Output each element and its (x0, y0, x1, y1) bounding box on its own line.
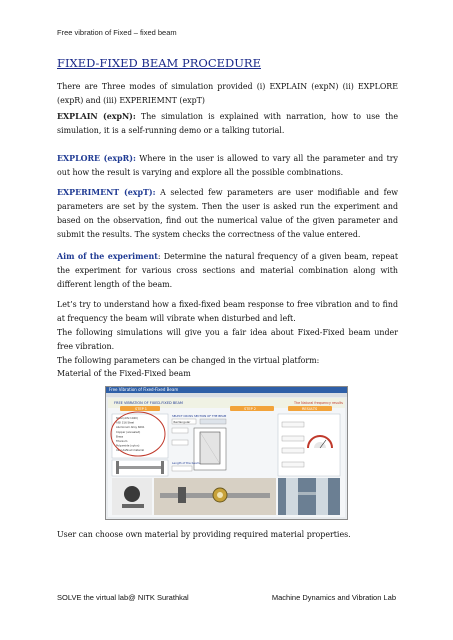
sim-step2: STEP 2 (244, 407, 257, 411)
sim-length-label: Length of the beam (172, 461, 200, 465)
sim-titlebar: Free Vibration of Fixed-Fixed Beam (106, 387, 347, 393)
sim-material-item: AISI 316 Steel (116, 421, 135, 425)
simulation-screenshot (105, 386, 348, 520)
title-rest: PROCEDURE (178, 56, 261, 70)
sim-menubar (106, 393, 347, 397)
sim-ui-drawing (108, 398, 345, 517)
sim-results: RESULTS (302, 407, 318, 411)
sim-panel-title: FREE VIBRATION OF FIXED-FIXED BEAM (114, 401, 183, 405)
aim-paragraph (57, 250, 398, 292)
title-underlined: FIXED-FIXED BEAM (57, 56, 179, 70)
sim-section-value: Rectangular (173, 420, 191, 424)
sim-step1: STEP 1 (135, 407, 148, 411)
explore-text: Where in the user is allowed to vary all the parameter and try out how the result is varying and explore all the possible combinations. (57, 154, 398, 177)
sim-material-item: Steel (AISI 1040) (116, 417, 138, 420)
intro-paragraph: There are Three modes of simulation provided (i) EXPLAIN (expN) (ii) EXPLORE (expR) and (iii) EXPERIEMNT (expT) (57, 82, 398, 105)
sim-material-item: User-defined material (116, 449, 145, 453)
explore-label: EXPLORE (expR): (57, 154, 136, 163)
footer-left: SOLVE the virtual lab@ NITK Surathkal (57, 593, 189, 602)
experiment-label: EXPERIMENT (expT): (57, 188, 156, 197)
explore-paragraph (57, 152, 398, 180)
material-paragraph: Material of the Fixed-Fixed beam (57, 369, 191, 378)
aim-text: : Determine the natural frequency of a given beam, repeat the experiment for various cross sections and material combination along with different length of the beam. (57, 252, 399, 289)
sim-material-item: Copper (annealed) (116, 430, 141, 434)
explain-text: The simulation is explained with narration, how to use the simulation, it is a self-running demo or a talking tutorial. (57, 112, 398, 135)
explain-paragraph (57, 110, 398, 138)
experiment-text: A selected few parameters are user modifiable and few parameters are set by the system. Then the user is asked run the experiment and based on the observation, find out the numerical value of the given parameter and submit the results. The system checks the correctness of the value entered. (57, 188, 398, 239)
caption-paragraph: User can choose own material by providing required material properties. (57, 530, 351, 539)
sim-material-item: Brass (116, 435, 124, 439)
footer-right: Machine Dynamics and Vibration Lab (271, 593, 396, 602)
params-paragraph: The following parameters can be changed in the virtual platform: (57, 356, 320, 365)
understand-paragraph: Let’s try to understand how a fixed-fixed beam response to free vibration and to find at frequency the beam will vibrate when disturbed and left. (57, 300, 398, 323)
explain-label: EXPLAIN (expN): (57, 112, 136, 121)
sim-material-item: Titanium (116, 440, 128, 443)
sim-material-item: Polyamide (nylon) (116, 444, 140, 448)
aim-label: Aim of the experiment (57, 252, 158, 261)
running-header: Free vibration of Fixed – fixed beam (57, 28, 177, 37)
sim-material-item: Aluminium Alloy 6061 (116, 426, 145, 430)
experiment-paragraph (57, 186, 398, 242)
page-title (57, 56, 261, 70)
following-paragraph: The following simulations will give you a fair idea about Fixed-Fixed beam under free vibration. (57, 328, 398, 351)
sim-results-title: The Natural frequency results (294, 401, 344, 405)
sim-section-label: SELECT CROSS SECTION OF THE BEAM (172, 414, 227, 418)
